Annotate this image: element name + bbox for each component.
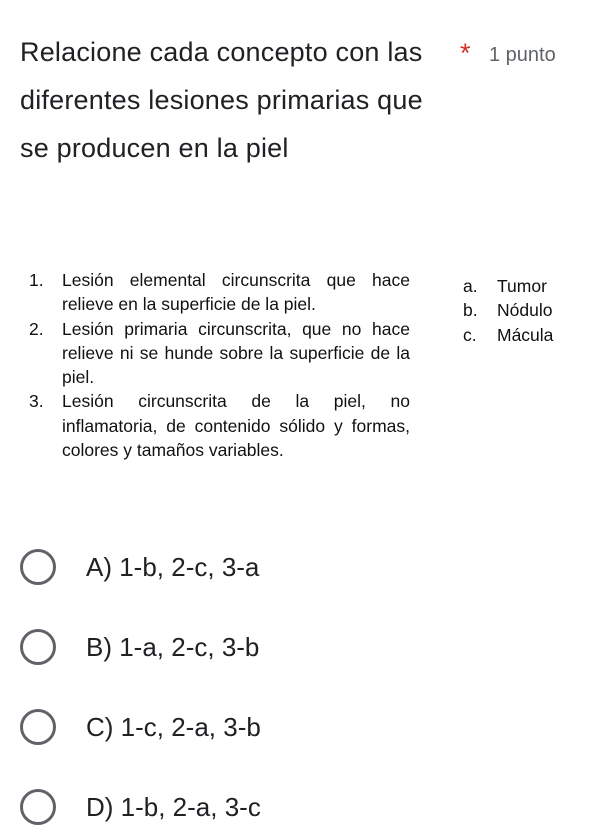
term-item-a xyxy=(463,274,553,298)
question-points: 1 punto xyxy=(489,44,556,66)
required-asterisk: * xyxy=(460,38,471,68)
option-b[interactable] xyxy=(20,625,591,705)
concept-text: Lesión elemental circunscrita que hace relieve en la superficie de la piel. xyxy=(62,270,410,315)
term-item-c xyxy=(463,323,553,347)
term-item-b xyxy=(463,298,553,322)
concept-number: 3. xyxy=(29,391,44,412)
option-label[interactable]: C) 1-c, 2-a, 3-b xyxy=(86,712,261,742)
option-d[interactable] xyxy=(20,785,591,840)
concept-number: 2. xyxy=(29,318,44,339)
term-text: Mácula xyxy=(497,324,554,345)
option-a[interactable] xyxy=(20,545,591,625)
answer-options xyxy=(20,545,591,840)
term-text: Tumor xyxy=(497,276,547,296)
term-text: Nódulo xyxy=(497,300,553,321)
term-letter: c. xyxy=(463,324,477,345)
concept-list xyxy=(26,268,410,462)
concept-text: Lesión circunscrita de la piel, no inflamatoria, de contenido sólido y formas, colores y tamaños variables. xyxy=(62,391,410,461)
concept-text: Lesión primaria circunscrita, que no hace relieve ni se hunde sobre la superficie de la piel. xyxy=(62,318,410,388)
term-letter: a. xyxy=(463,276,478,296)
concept-item-1 xyxy=(26,268,410,317)
term-list xyxy=(463,274,553,347)
radio-unchecked-icon[interactable] xyxy=(20,549,56,585)
question-header xyxy=(20,28,591,172)
option-c[interactable] xyxy=(20,705,591,785)
radio-unchecked-icon[interactable] xyxy=(20,629,56,665)
radio-unchecked-icon[interactable] xyxy=(20,789,56,825)
option-label[interactable]: A) 1-b, 2-c, 3-a xyxy=(86,552,260,582)
concept-item-3 xyxy=(26,389,410,462)
question-title: Relacione cada concepto con las diferentes lesiones primarias que se producen en la piel xyxy=(20,37,423,163)
radio-unchecked-icon[interactable] xyxy=(20,709,56,745)
concept-item-2 xyxy=(26,317,410,390)
question-image xyxy=(0,268,611,528)
concept-number: 1. xyxy=(29,270,44,290)
option-label[interactable]: D) 1-b, 2-a, 3-c xyxy=(86,792,261,822)
term-letter: b. xyxy=(463,300,478,321)
option-label[interactable]: B) 1-a, 2-c, 3-b xyxy=(86,632,260,662)
